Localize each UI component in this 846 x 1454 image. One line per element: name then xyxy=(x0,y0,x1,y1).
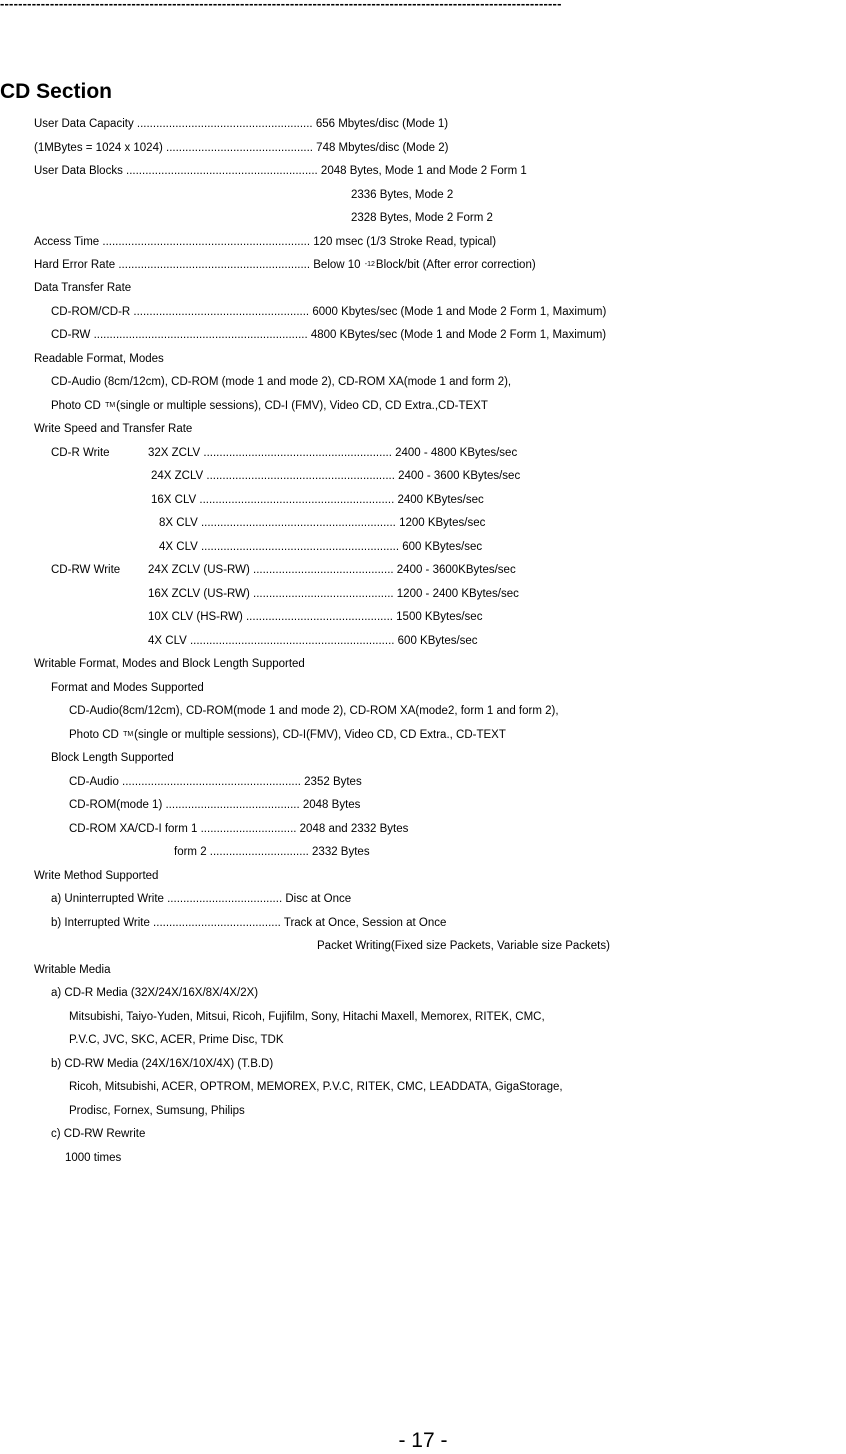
media-heading: Writable Media xyxy=(34,964,111,976)
transfer-cdrom: CD-ROM/CD-R ....................................................... 6000 Kbytes/sec (Mode 1 and Mode 2 Form 1, Maximum) xyxy=(51,306,607,318)
photo-cd-label: Photo CD xyxy=(51,400,101,412)
media-cdr-vendors-2: P.V.C, JVC, SKC, ACER, Prime Disc, TDK xyxy=(69,1034,284,1046)
cdr-32x: 32X ZCLV ........................................................... 2400 - 4800 KBytes/sec xyxy=(148,447,518,459)
cdr-16x: 16X CLV ............................................................. 2400 KBytes/sec xyxy=(151,494,484,506)
writable-photo-cd xyxy=(69,727,506,743)
media-cdrw: b) CD-RW Media (24X/16X/10X/4X) (T.B.D) xyxy=(51,1058,274,1070)
readable-heading: Readable Format, Modes xyxy=(34,353,164,365)
user-data-blocks: User Data Blocks ............................................................ 2048 Bytes, Mode 1 and Mode 2 Form 1 xyxy=(34,165,527,177)
media-cdr-vendors-1: Mitsubishi, Taiyo-Yuden, Mitsui, Ricoh, Fujifilm, Sony, Hitachi Maxell, Memorex, RITEK, CMC, xyxy=(69,1011,545,1023)
media-cdr: a) CD-R Media (32X/24X/16X/8X/4X/2X) xyxy=(51,987,259,999)
write-method-b: b) Interrupted Write ........................................ Track at Once, Session at Once xyxy=(51,917,447,929)
write-speed-heading: Write Speed and Transfer Rate xyxy=(34,423,193,435)
block-2328: 2328 Bytes, Mode 2 Form 2 xyxy=(351,212,493,224)
cdrw-16x: 16X ZCLV (US-RW) ............................................ 1200 - 2400 KBytes/sec xyxy=(148,588,519,600)
write-method-heading: Write Method Supported xyxy=(34,870,159,882)
cdr-write-label: CD-R Write xyxy=(51,447,110,459)
writable-heading: Writable Format, Modes and Block Length Supported xyxy=(34,658,305,670)
page-number: - 17 - xyxy=(398,1429,448,1452)
media-cdrw-vendors-2: Prodisc, Fornex, Sumsung, Philips xyxy=(69,1105,245,1117)
mbytes-definition: (1MBytes = 1024 x 1024) .............................................. 748 Mbytes/disc (Mode 2) xyxy=(34,142,449,154)
format-modes-heading: Format and Modes Supported xyxy=(51,682,204,694)
hard-error-rate xyxy=(34,257,536,273)
cdrw-10x: 10X CLV (HS-RW) .............................................. 1500 KBytes/sec xyxy=(148,611,483,623)
block-length-audio: CD-Audio ........................................................ 2352 Bytes xyxy=(69,776,362,788)
readable-photo-cd xyxy=(51,398,488,414)
media-rewrite-times: 1000 times xyxy=(65,1152,122,1164)
cdr-8x: 8X CLV ............................................................. 1200 KBytes/sec xyxy=(159,517,486,529)
user-data-capacity: User Data Capacity ....................................................... 656 Mbytes/disc (Mode 1) xyxy=(34,118,449,130)
block-2336: 2336 Bytes, Mode 2 xyxy=(351,189,454,201)
block-length-heading: Block Length Supported xyxy=(51,752,174,764)
writable-formats: CD-Audio(8cm/12cm), CD-ROM(mode 1 and mode 2), CD-ROM XA(mode2, form 1 and form 2), xyxy=(69,705,559,717)
block-length-rom: CD-ROM(mode 1) .......................................... 2048 Bytes xyxy=(69,799,361,811)
media-cdrw-vendors-1: Ricoh, Mitsubishi, ACER, OPTROM, MEMOREX, P.V.C, RITEK, CMC, LEADDATA, GigaStorage, xyxy=(69,1081,563,1093)
cdr-24x: 24X ZCLV ........................................................... 2400 - 3600 KBytes/sec xyxy=(151,470,521,482)
media-rewrite: c) CD-RW Rewrite xyxy=(51,1128,146,1140)
write-method-a: a) Uninterrupted Write .................................... Disc at Once xyxy=(51,893,352,905)
photo-cd-detail: (single or multiple sessions), CD-I (FMV), Video CD, CD Extra.,CD-TEXT xyxy=(116,400,488,412)
section-title: CD Section xyxy=(0,80,113,103)
write-method-b-packet: Packet Writing(Fixed size Packets, Variable size Packets) xyxy=(317,940,610,952)
cdrw-24x: 24X ZCLV (US-RW) ............................................ 2400 - 3600KBytes/sec xyxy=(148,564,516,576)
cdrw-write-label: CD-RW Write xyxy=(51,564,121,576)
trademark-mark: TM xyxy=(123,731,134,738)
hard-error-rate-text: Hard Error Rate ............................................................ Below 10 xyxy=(34,259,361,271)
hard-error-unit: Block/bit (After error correction) xyxy=(375,259,536,271)
cdr-4x: 4X CLV .............................................................. 600 KBytes/sec xyxy=(159,541,483,553)
header-dashed-rule: ---------------------------------------------------------------------------------------------------------------------------- xyxy=(0,0,562,11)
cdrw-4x: 4X CLV ................................................................ 600 KBytes/sec xyxy=(148,635,478,647)
access-time: Access Time ................................................................. 120 msec (1/3 Stroke Read, typical) xyxy=(34,236,497,248)
photo-cd-label: Photo CD xyxy=(69,729,119,741)
trademark-mark: TM xyxy=(105,402,116,409)
readable-formats: CD-Audio (8cm/12cm), CD-ROM (mode 1 and mode 2), CD-ROM XA(mode 1 and form 2), xyxy=(51,376,512,388)
block-length-xa-form1: CD-ROM XA/CD-I form 1 .............................. 2048 and 2332 Bytes xyxy=(69,823,409,835)
transfer-cdrw: CD-RW ................................................................... 4800 KBytes/sec (Mode 1 and Mode 2 Form 1, Maximum) xyxy=(51,329,607,341)
transfer-rate-heading: Data Transfer Rate xyxy=(34,282,132,294)
hard-error-exponent: -12 xyxy=(364,261,375,268)
photo-cd-detail: (single or multiple sessions), CD-I(FMV), Video CD, CD Extra., CD-TEXT xyxy=(134,729,506,741)
block-length-form2: form 2 ............................... 2332 Bytes xyxy=(174,846,370,858)
